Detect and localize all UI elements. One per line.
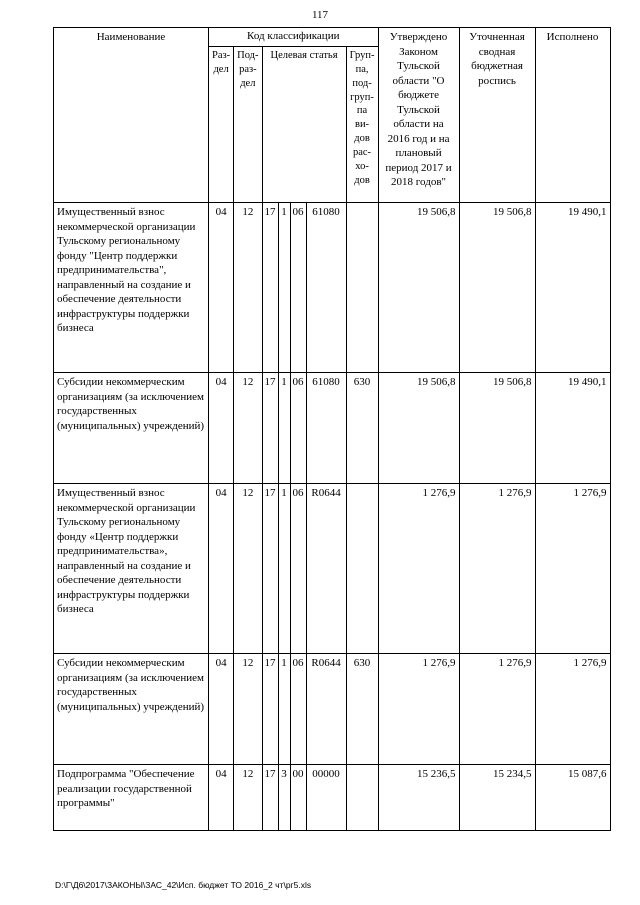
- row-name: Подпрограмма "Обеспечение реализации государственной программы": [54, 765, 209, 831]
- row-cs1: 17: [262, 654, 278, 765]
- row-cs1: 17: [262, 373, 278, 484]
- row-subsection: 12: [234, 203, 262, 373]
- row-executed: 1 276,9: [535, 654, 610, 765]
- row-approved: 19 506,8: [378, 203, 459, 373]
- row-subsection: 12: [234, 484, 262, 654]
- row-subsection: 12: [234, 654, 262, 765]
- row-subsection: 12: [234, 765, 262, 831]
- row-refined: 1 276,9: [459, 654, 535, 765]
- row-cs1: 17: [262, 765, 278, 831]
- header-expense-group: Груп- па, под- груп- па ви- дов рас- хо- дов: [346, 47, 378, 203]
- row-cs3: 06: [290, 203, 306, 373]
- row-cs3: 06: [290, 373, 306, 484]
- header-row-1: [54, 28, 611, 47]
- row-cs4: R0644: [306, 484, 346, 654]
- row-cs2: 1: [278, 654, 290, 765]
- row-cs2: 1: [278, 484, 290, 654]
- header-classification: Код классификации: [209, 28, 379, 47]
- row-cs1: 17: [262, 484, 278, 654]
- row-executed: 19 490,1: [535, 203, 610, 373]
- row-name: Субсидии некоммерческим организациям (за исключением государственных (муниципальных) учреждений): [54, 654, 209, 765]
- table-row: [54, 203, 611, 373]
- page-number: 117: [311, 9, 329, 21]
- row-refined: 15 234,5: [459, 765, 535, 831]
- header-refined: Уточненная сводная бюджетная роспись: [459, 28, 535, 203]
- header-section: Раз- дел: [209, 47, 234, 203]
- budget-table: [53, 27, 611, 831]
- row-group: [346, 765, 378, 831]
- header-subsection: Под- раз- дел: [234, 47, 262, 203]
- row-section: 04: [209, 373, 234, 484]
- row-executed: 19 490,1: [535, 373, 610, 484]
- row-group: [346, 484, 378, 654]
- row-cs4: 61080: [306, 373, 346, 484]
- table-row: [54, 654, 611, 765]
- row-name: Имущественный взнос некоммерческой организации Тульскому региональному фонду «Центр поддержки предпринимательства», направленный на создание и обеспечение деятельности инфраструктуры поддержки бизнеса: [54, 484, 209, 654]
- row-group: 630: [346, 654, 378, 765]
- row-cs2: 1: [278, 203, 290, 373]
- row-section: 04: [209, 203, 234, 373]
- row-cs2: 3: [278, 765, 290, 831]
- row-refined: 1 276,9: [459, 484, 535, 654]
- row-approved: 1 276,9: [378, 484, 459, 654]
- row-executed: 15 087,6: [535, 765, 610, 831]
- row-cs4: 61080: [306, 203, 346, 373]
- row-section: 04: [209, 765, 234, 831]
- row-approved: 1 276,9: [378, 654, 459, 765]
- row-section: 04: [209, 484, 234, 654]
- row-cs3: 06: [290, 484, 306, 654]
- row-approved: 19 506,8: [378, 373, 459, 484]
- row-cs1: 17: [262, 203, 278, 373]
- row-section: 04: [209, 654, 234, 765]
- row-name: Имущественный взнос некоммерческой организации Тульскому региональному фонду "Центр поддержки предпринимательства", направленный на создание и обеспечение деятельности инфраструктуры поддержки бизнеса: [54, 203, 209, 373]
- header-executed: Исполнено: [535, 28, 610, 203]
- row-subsection: 12: [234, 373, 262, 484]
- row-cs2: 1: [278, 373, 290, 484]
- row-cs3: 00: [290, 765, 306, 831]
- table-row: [54, 373, 611, 484]
- row-cs4: R0644: [306, 654, 346, 765]
- row-executed: 1 276,9: [535, 484, 610, 654]
- table-row: [54, 484, 611, 654]
- row-cs4: 00000: [306, 765, 346, 831]
- row-name: Субсидии некоммерческим организациям (за исключением государственных (муниципальных) учреждений): [54, 373, 209, 484]
- row-refined: 19 506,8: [459, 203, 535, 373]
- file-path-footer: D:\Г\Д6\2017\ЗАКОНЫ\ЗАС_42\Исп. бюджет ТО 2016_2 чт\рг5.xls: [55, 880, 312, 890]
- table-row: [54, 765, 611, 831]
- header-approved: Утверждено Законом Тульской области "О бюджете Тульской области на 2016 год и на плановый период 2017 и 2018 годов": [378, 28, 459, 203]
- header-name: Наименование: [54, 28, 209, 203]
- row-approved: 15 236,5: [378, 765, 459, 831]
- header-target-article: Целевая статья: [262, 47, 346, 203]
- row-group: [346, 203, 378, 373]
- row-cs3: 06: [290, 654, 306, 765]
- row-refined: 19 506,8: [459, 373, 535, 484]
- row-group: 630: [346, 373, 378, 484]
